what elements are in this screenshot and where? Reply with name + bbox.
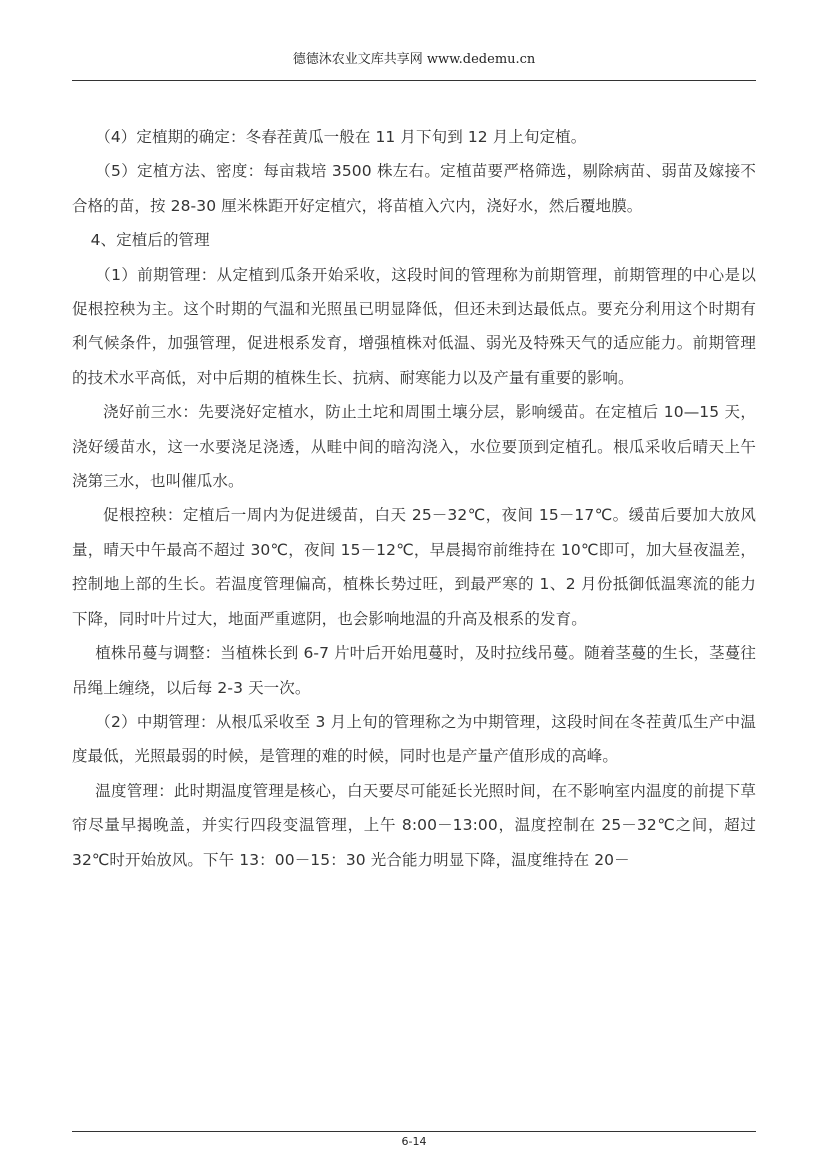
footer-divider: [72, 1131, 756, 1132]
paragraph-root-control: 促根控秧：定植后一周内为促进缓苗，白天 25－32℃，夜间 15－17℃。缓苗后要加大放风量，晴天中午最高不超过 30℃，夜间 15－12℃，早晨揭帘前维持在 10℃即可，加大昼夜温差，控制地上部的生长。若温度管理偏高，植株长势过旺，到最严寒的 1、2 月份抵御低温寒流的能力下降，同时叶片过大，地面严重遮阴，也会影响地温的升高及根系的发育。: [72, 506, 756, 628]
section-heading-post-planting: 4、定植后的管理: [90, 231, 210, 250]
paragraph-early-management: （1）前期管理：从定植到瓜条开始采收，这段时间的管理称为前期管理，前期管理的中心是以促根控秧为主。这个时期的气温和光照虽已明显降低，但还未到达最低点。要充分利用这个时期有利气候条件，加强管理，促进根系发育，增强植株对低温、弱光及特殊天气的适应能力。前期管理的技术水平高低，对中后期的植株生长、抗病、耐寒能力以及产量有重要的影响。: [72, 265, 756, 387]
paragraph-planting-method: （5）定植方法、密度：每亩栽培 3500 株左右。定植苗要严格筛选，剔除病苗、弱苗及嫁接不合格的苗，按 28-30 厘米株距开好定植穴，将苗植入穴内，浇好水，然后覆地膜。: [72, 162, 756, 215]
header-divider: [72, 80, 756, 81]
paragraph-vine-hanging: 植株吊蔓与调整：当植株长到 6-7 片叶后开始甩蔓时，及时拉线吊蔓。随着茎蔓的生长，茎蔓往吊绳上缠绕，以后每 2-3 天一次。: [72, 644, 756, 697]
paragraph-planting-date: （4）定植期的确定：冬春茬黄瓜一般在 11 月下旬到 12 月上旬定植。: [95, 128, 587, 146]
paragraph-mid-management: （2）中期管理：从根瓜采收至 3 月上旬的管理称之为中期管理，这段时间在冬茬黄瓜生产中温度最低，光照最弱的时候，是管理的难的时候，同时也是产量产值形成的高峰。: [72, 712, 756, 766]
page-number: 6-14: [401, 1135, 427, 1148]
paragraph-watering: 浇好前三水：先要浇好定植水，防止土坨和周围土壤分层，影响缓苗。在定植后 10—15 天，浇好缓苗水，这一水要浇足浇透，从畦中间的暗沟浇入，水位要顶到定植孔。根瓜采收后晴天上午浇第三水，也叫催瓜水。: [72, 403, 756, 491]
paragraph-temperature: 温度管理：此时期温度管理是核心，白天要尽可能延长光照时间，在不影响室内温度的前提下草帘尽量早揭晚盖，并实行四段变温管理，上午 8:00－13:00，温度控制在 25－32℃之间，超过 32℃时开始放风。下午 13：00－15：30 光合能力明显下降，温度维持在 20－: [72, 781, 756, 869]
document-body: [72, 120, 756, 877]
page-header: 德德沐农业文库共享网 www.dedemu.cn: [292, 52, 536, 67]
